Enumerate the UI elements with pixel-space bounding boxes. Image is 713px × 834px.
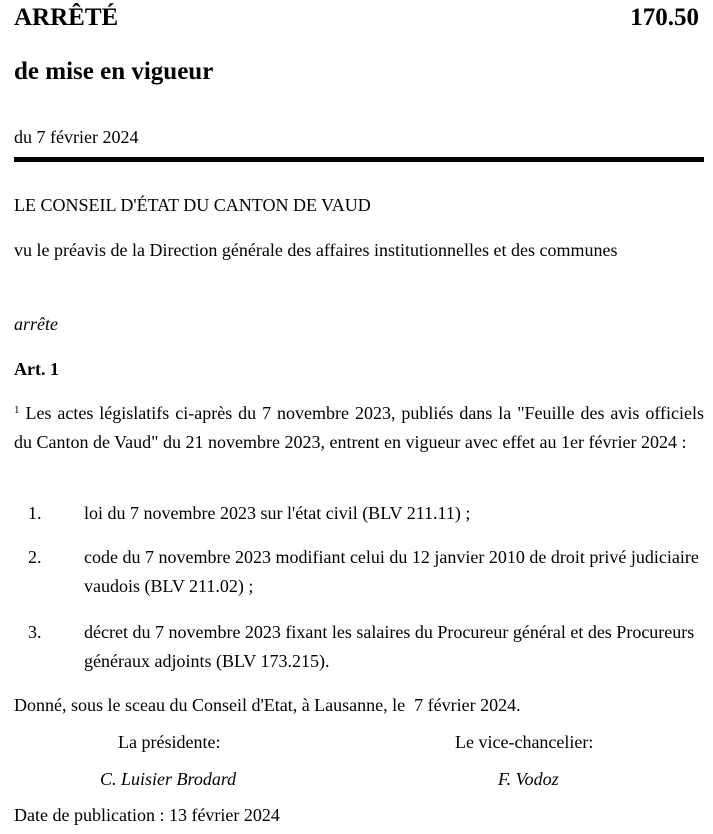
list-item-text: décret du 7 novembre 2023 fixant les salaires du Procureur général et des Procureurs généraux adjoints (BLV 173.215).	[84, 622, 695, 671]
list-item-text: loi du 7 novembre 2023 sur l'état civil (BLV 211.11) ;	[84, 503, 471, 523]
document-subtitle: de mise en vigueur	[14, 58, 214, 85]
publication-date: Date de publication : 13 février 2024	[14, 805, 280, 825]
decision-word: arrête	[14, 314, 58, 334]
paragraph-text: Les actes législatifs ci-après du 7 novembre 2023, publiés dans la "Feuille des avis officiels du Canton de Vaud" du 21 novembre 2023, entrent en vigueur avec effet au 1er février 2024 :	[14, 403, 704, 452]
article-title: Art. 1	[14, 359, 59, 379]
given-statement: Donné, sous le sceau du Conseil d'Etat, à Lausanne, le 7 février 2024.	[14, 695, 521, 715]
header-divider	[14, 157, 704, 162]
paragraph-number: 1	[14, 404, 20, 416]
authority-line: LE CONSEIL D'ÉTAT DU CANTON DE VAUD	[14, 195, 371, 215]
document-title: ARRÊTÉ	[14, 4, 119, 31]
preamble: vu le préavis de la Direction générale des affaires institutionnelles et des communes	[14, 240, 618, 260]
article-paragraph	[14, 399, 704, 457]
vice-chancellor-signature-name: F. Vodoz	[498, 769, 559, 789]
list-item-number: 2.	[28, 547, 42, 567]
president-title: La présidente:	[118, 732, 221, 752]
document-number: 170.50	[630, 4, 699, 31]
document-date: du 7 février 2024	[14, 127, 139, 147]
list-item-number: 3.	[28, 622, 42, 642]
list-item-text: code du 7 novembre 2023 modifiant celui du 12 janvier 2010 de droit privé judiciaire vaudois (BLV 211.02) ;	[84, 547, 699, 596]
vice-chancellor-title: Le vice-chancelier:	[455, 732, 594, 752]
president-signature-name: C. Luisier Brodard	[100, 769, 237, 789]
list-item-number: 1.	[28, 503, 42, 523]
